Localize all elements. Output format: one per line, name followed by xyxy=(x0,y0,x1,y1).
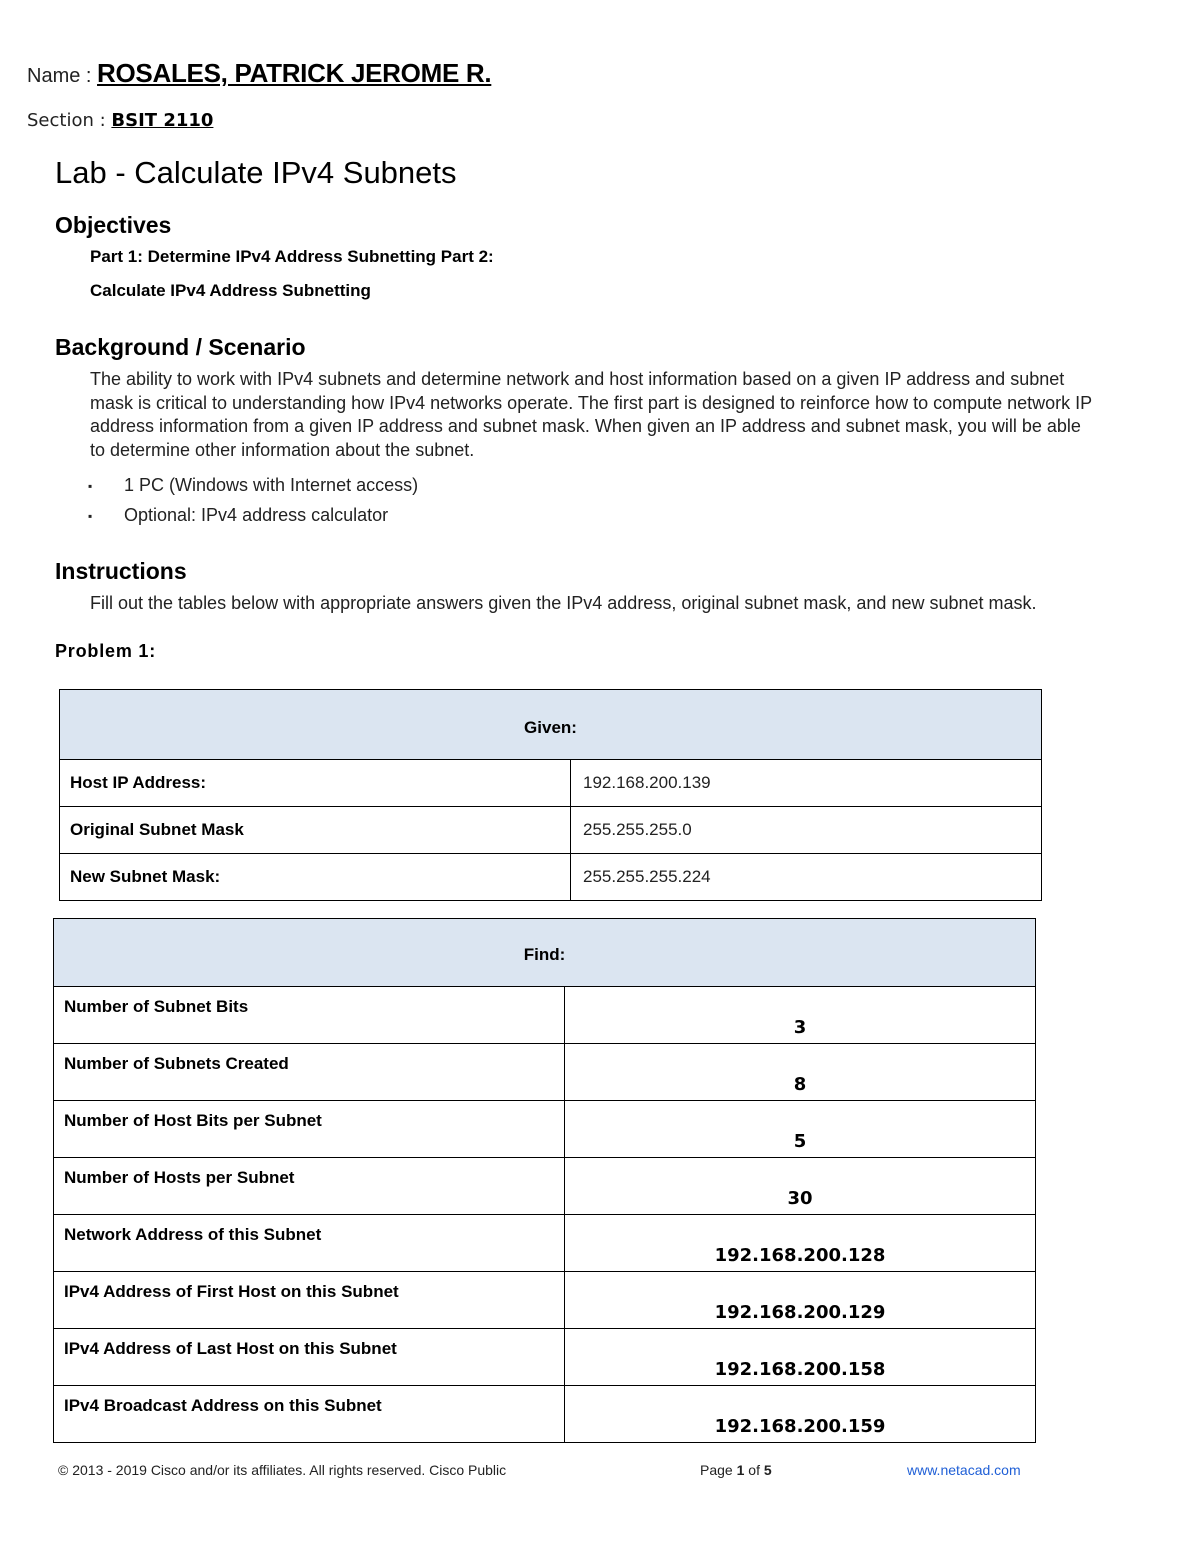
find-answer: 8 xyxy=(565,1044,1036,1101)
objective-line: Part 1: Determine IPv4 Address Subnetting Part 2: xyxy=(90,247,494,266)
problem-label: Problem 1: xyxy=(55,641,157,661)
find-label: IPv4 Broadcast Address on this Subnet xyxy=(54,1386,565,1443)
table-row xyxy=(60,760,1042,807)
page-title: Lab - Calculate IPv4 Subnets xyxy=(55,155,457,190)
objective-line: Calculate IPv4 Address Subnetting xyxy=(90,281,371,300)
table-row xyxy=(54,1272,1036,1329)
given-label: New Subnet Mask: xyxy=(60,854,571,901)
instructions-heading: Instructions xyxy=(55,558,187,584)
student-name: ROSALES, PATRICK JEROME R. xyxy=(97,58,492,88)
objectives-heading: Objectives xyxy=(55,212,172,238)
section-label: Section : xyxy=(27,110,112,131)
find-answer: 3 xyxy=(565,987,1036,1044)
find-answer: 192.168.200.158 xyxy=(565,1329,1036,1386)
given-header: Given: xyxy=(60,690,1042,760)
find-label: Network Address of this Subnet xyxy=(54,1215,565,1272)
find-answer: 30 xyxy=(565,1158,1036,1215)
table-row xyxy=(54,1215,1036,1272)
table-row xyxy=(54,987,1036,1044)
find-header: Find: xyxy=(54,919,1036,987)
student-name-line xyxy=(27,58,491,89)
find-label: Number of Subnet Bits xyxy=(54,987,565,1044)
find-label: Number of Hosts per Subnet xyxy=(54,1158,565,1215)
student-section: BSIT 2110 xyxy=(111,110,214,131)
bullet-icon: ▪ xyxy=(88,479,93,494)
table-row xyxy=(54,1101,1036,1158)
find-label: Number of Host Bits per Subnet xyxy=(54,1101,565,1158)
find-table xyxy=(53,918,1036,1443)
find-answer: 192.168.200.129 xyxy=(565,1272,1036,1329)
find-label: IPv4 Address of First Host on this Subnet xyxy=(54,1272,565,1329)
table-row xyxy=(60,807,1042,854)
bullet-icon: ▪ xyxy=(88,509,93,524)
table-row xyxy=(60,854,1042,901)
find-answer: 192.168.200.128 xyxy=(565,1215,1036,1272)
instructions-text: Fill out the tables below with appropriate answers given the IPv4 address, original subnet mask, and new subnet mask. xyxy=(90,593,1037,613)
footer-netacad-link[interactable]: www.netacad.com xyxy=(907,1462,1021,1478)
background-heading: Background / Scenario xyxy=(55,334,306,360)
given-table xyxy=(59,689,1042,901)
given-value: 255.255.255.224 xyxy=(571,854,1042,901)
footer-page-number: Page 1 of 5 xyxy=(700,1462,772,1478)
given-value: 192.168.200.139 xyxy=(571,760,1042,807)
find-label: Number of Subnets Created xyxy=(54,1044,565,1101)
student-section-line xyxy=(27,110,213,131)
table-row xyxy=(54,1329,1036,1386)
find-answer: 192.168.200.159 xyxy=(565,1386,1036,1443)
find-answer: 5 xyxy=(565,1101,1036,1158)
find-label: IPv4 Address of Last Host on this Subnet xyxy=(54,1329,565,1386)
given-label: Original Subnet Mask xyxy=(60,807,571,854)
footer-copyright: © 2013 - 2019 Cisco and/or its affiliates. All rights reserved. Cisco Public xyxy=(58,1462,507,1478)
list-item: ▪ 1 PC (Windows with Internet access) xyxy=(88,475,419,495)
given-label: Host IP Address: xyxy=(60,760,571,807)
table-row xyxy=(54,1044,1036,1101)
background-paragraph: The ability to work with IPv4 subnets and determine network and host information based on a given IP address and subnet mask is critical to understanding how IPv4 networks operate. The first part is designed to reinforce how to compute network IP address information from a given IP address and subnet mask. When given an IP address and subnet mask, you will be able to determine other information about the subnet. xyxy=(90,369,1092,460)
name-label: Name : xyxy=(27,65,98,87)
given-value: 255.255.255.0 xyxy=(571,807,1042,854)
table-row xyxy=(54,1386,1036,1443)
table-row xyxy=(54,1158,1036,1215)
list-item: ▪ Optional: IPv4 address calculator xyxy=(88,505,389,525)
